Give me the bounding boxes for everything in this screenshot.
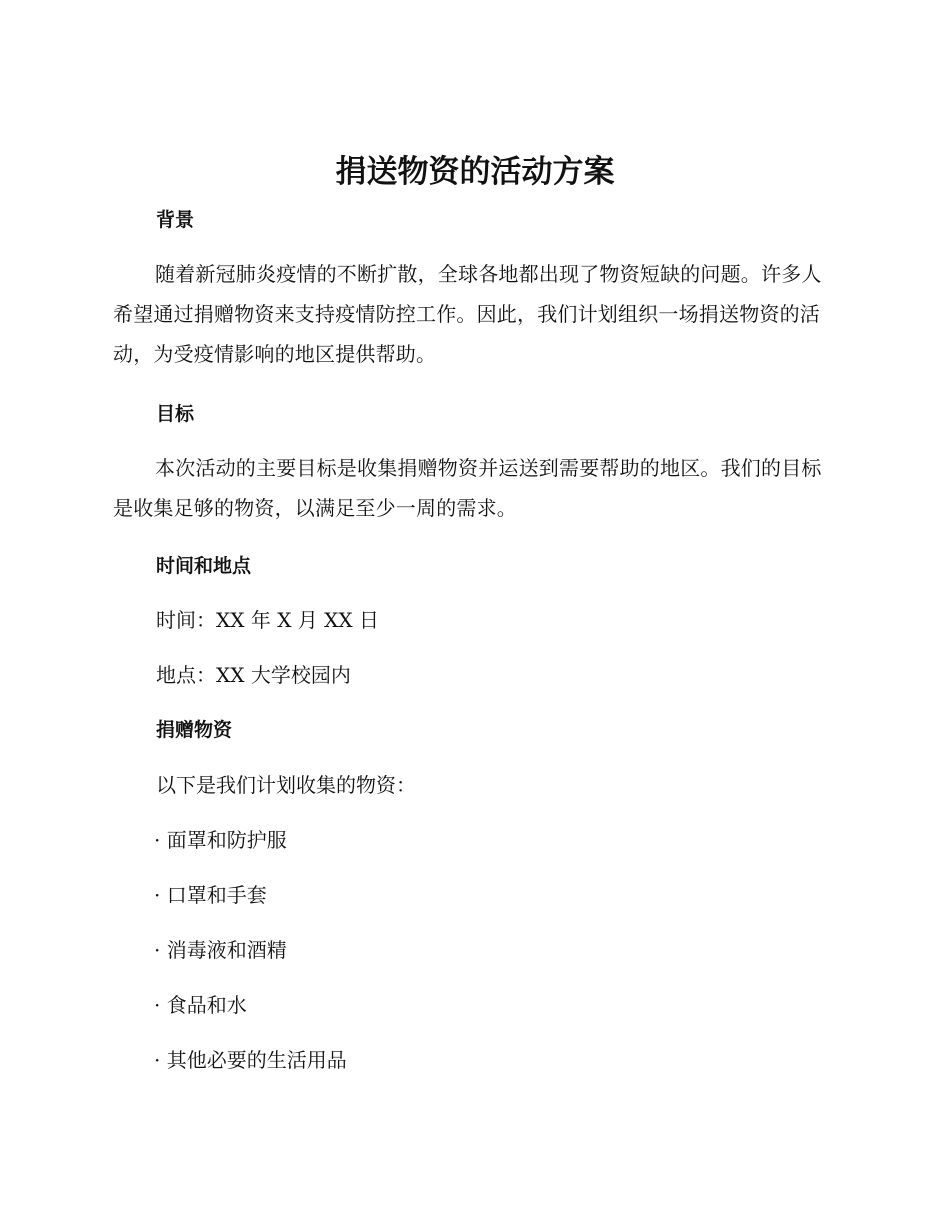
section-heading-goal: 目标 [156, 403, 195, 425]
supplies-intro: 以下是我们计划收集的物资： [156, 773, 416, 797]
time-line: 时间：XX 年 X 月 XX 日 [156, 608, 379, 632]
section-heading-time-place: 时间和地点 [156, 555, 252, 577]
list-item: · 其他必要的生活用品 [154, 1048, 347, 1072]
list-item: · 口罩和手套 [154, 883, 267, 907]
document-title: 捐送物资的活动方案 [335, 154, 615, 190]
list-item: · 消毒液和酒精 [154, 938, 287, 962]
list-item: · 面罩和防护服 [154, 828, 287, 852]
section-heading-supplies: 捐赠物资 [156, 719, 233, 741]
paragraph-background: 随着新冠肺炎疫情的不断扩散，全球各地都出现了物资短缺的问题。许多人希望通过捐赠物资来支持疫情防控工作。因此，我们计划组织一场捐送物资的活动，为受疫情影响的地区提供帮助。 [113, 262, 822, 366]
list-item: · 食品和水 [154, 993, 247, 1017]
paragraph-goal: 本次活动的主要目标是收集捐赠物资并运送到需要帮助的地区。我们的目标是收集足够的物资，以满足至少一周的需求。 [113, 456, 822, 520]
place-line: 地点：XX 大学校园内 [156, 663, 351, 687]
section-heading-background: 背景 [156, 209, 195, 231]
